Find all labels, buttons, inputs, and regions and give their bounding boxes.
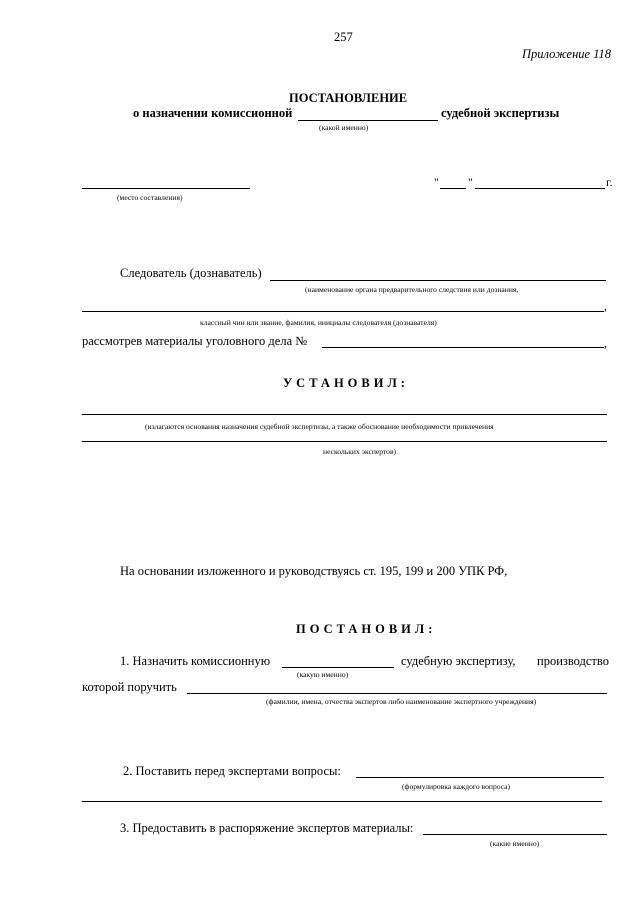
expertise-type-caption: (какой именно) <box>319 123 369 132</box>
item1-experts-blank[interactable] <box>187 693 607 694</box>
date-day-blank[interactable] <box>440 188 466 189</box>
item1-experts-caption: (фамилии, имена, отчества экспертов либо наименование экспертного учреждения) <box>266 697 537 706</box>
appendix-label: Приложение 118 <box>522 47 612 61</box>
document-title: ПОСТАНОВЛЕНИЕ <box>289 91 408 105</box>
date-month-year-blank[interactable] <box>475 188 605 189</box>
item1-end: производство <box>537 654 609 668</box>
item1-type-caption: (какую именно) <box>297 670 349 679</box>
item1-assign-label: которой поручить <box>82 680 177 694</box>
date-year-suffix: г. <box>606 175 613 189</box>
item3-caption: (какие именно) <box>490 839 540 848</box>
item2-caption: (формулировка каждого вопроса) <box>402 782 511 791</box>
investigator-organ-caption: (наименование органа предварительного следствия или дознания, <box>305 285 519 294</box>
place-caption: (место составления) <box>117 193 183 202</box>
case-label: рассмотрев материалы уголовного дела № <box>82 334 308 348</box>
resolved-heading: ПОСТАНОВИЛ: <box>296 622 437 636</box>
item1-prefix: 1. Назначить комиссионную <box>120 654 271 668</box>
title-sub-right: судебной экспертизы <box>441 106 560 120</box>
page-number: 257 <box>334 30 353 44</box>
basis-text: На основании изложенного и руководствуясь ст. 195, 199 и 200 УПК РФ, <box>120 564 508 578</box>
established-caption-2: нескольких экспертов) <box>323 447 397 456</box>
investigator-label: Следователь (дознаватель) <box>120 266 262 280</box>
title-sub-left: о назначении комиссионной <box>133 106 293 120</box>
item3-label: 3. Предоставить в распоряжение экспертов материалы: <box>120 821 414 835</box>
item2-label: 2. Поставить перед экспертами вопросы: <box>123 764 341 778</box>
item2-questions-blank[interactable] <box>356 777 604 778</box>
investigator-rank-blank[interactable] <box>82 311 604 312</box>
item1-middle: судебную экспертизу, <box>401 654 516 668</box>
item2-questions-line-2[interactable] <box>82 801 602 802</box>
item3-materials-blank[interactable] <box>423 834 607 835</box>
date-quote-open: " <box>434 175 439 189</box>
established-heading: УСТАНОВИЛ: <box>283 376 409 390</box>
item1-type-blank[interactable] <box>282 667 394 668</box>
expertise-type-blank[interactable] <box>298 120 438 121</box>
established-line-1[interactable] <box>82 414 607 415</box>
investigator-trailing-comma: , <box>604 299 607 313</box>
established-caption-1: (излагаются основания назначения судебной экспертизы, а также обоснование необходимости привлечения <box>145 422 494 431</box>
investigator-organ-blank[interactable] <box>270 280 606 281</box>
investigator-rank-caption: классный чин или звание, фамилия, инициалы следователя (дознавателя) <box>200 318 437 327</box>
established-line-2[interactable] <box>82 441 607 442</box>
case-number-blank[interactable] <box>322 347 604 348</box>
date-quote-close: " <box>468 175 473 189</box>
case-trailing-comma: , <box>604 336 607 350</box>
place-blank[interactable] <box>82 188 250 189</box>
